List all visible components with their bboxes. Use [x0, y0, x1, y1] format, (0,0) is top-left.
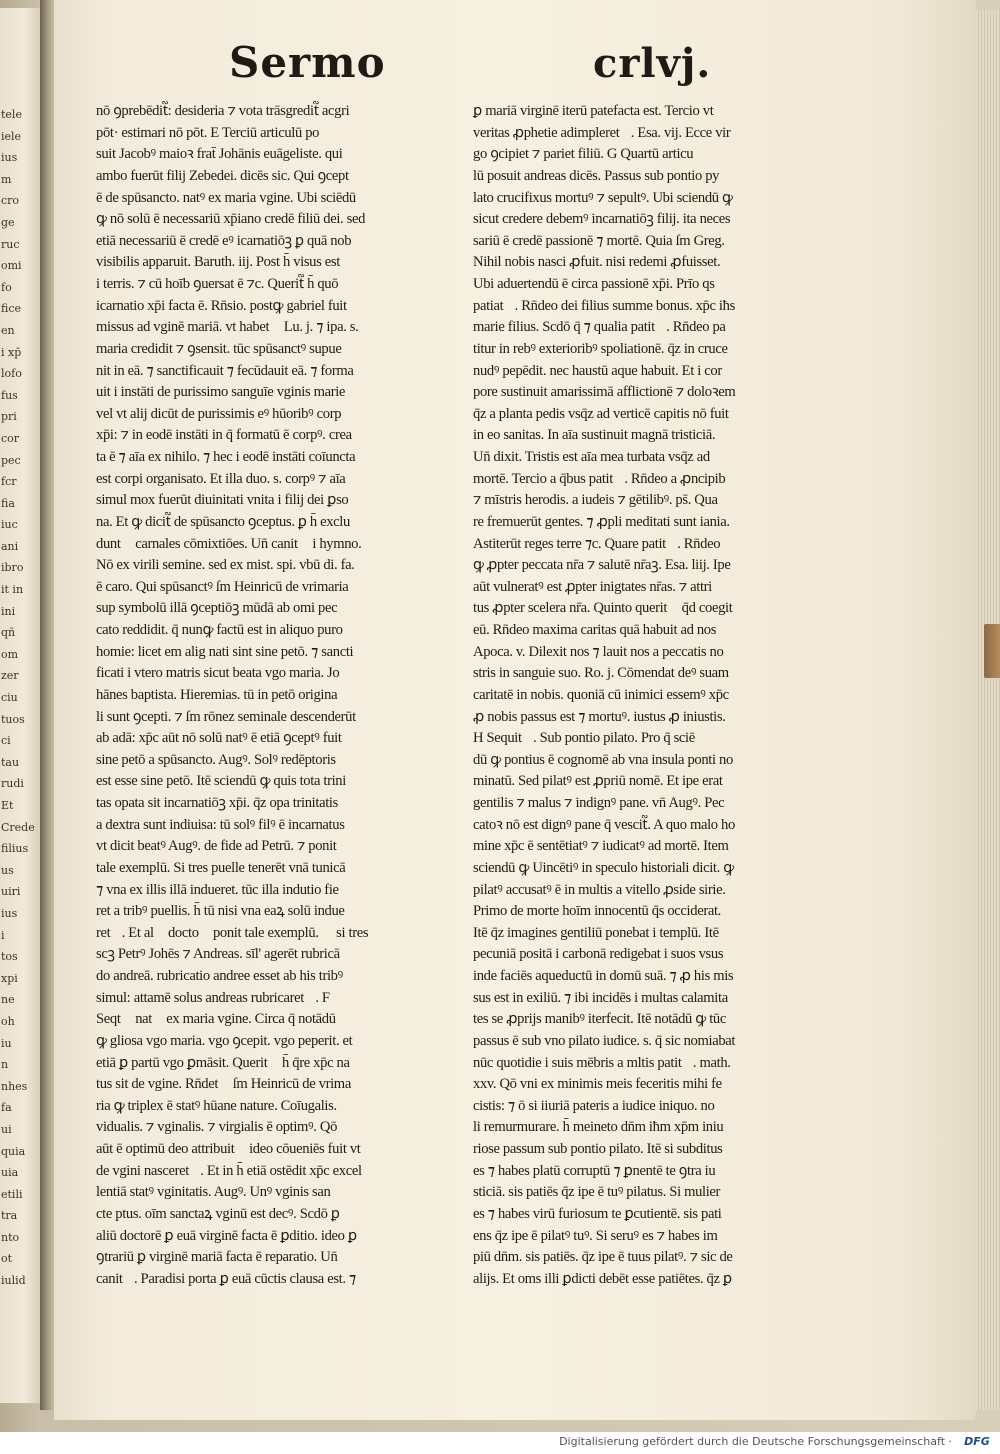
text-line: canit᷑. Paradisi porta ꝑ euā cūctis clausa est. ⁊: [96, 1270, 356, 1287]
text-line: tus sit de vgine. Rn̄det᷑ ſm Heinricū de vrima: [96, 1076, 351, 1093]
sliver-line: iele: [1, 129, 22, 143]
previous-page-edge: [0, 8, 40, 1403]
sliver-line: ruc: [1, 237, 20, 251]
sliver-line: nto: [1, 1230, 20, 1244]
text-line: missus ad vginē mariā. vt habet᷑ Lu. j. ⁊ ipa. s.: [96, 319, 359, 336]
sliver-line: ius: [1, 151, 18, 165]
previous-page-text: [1, 104, 37, 1292]
text-line: sup symbolū illā ꝯceptiōꝫ mūdā ab omi pec: [96, 600, 338, 617]
sliver-line: iulid: [1, 1274, 26, 1288]
sliver-line: it in: [1, 583, 24, 597]
sliver-line: tuos: [1, 712, 25, 726]
left-text-column: [96, 101, 454, 1290]
text-line: ꝑ mariā virginē iterū patefacta est. Tercio vt: [473, 103, 714, 119]
text-line: pōt· estimari nō pōt. E Terciū articulū po: [96, 124, 320, 141]
sliver-line: uiri: [1, 885, 21, 899]
text-line: aūt ē optimū deo attribuit᷑ ideo cōueniēs fuit vt: [96, 1141, 361, 1157]
text-line: caritatē in nobis. quoniā cū inimici essemꝰ xp̄c: [473, 686, 729, 703]
text-line: homie: licet em alig nati sint sine petō. ⁊ sancti: [96, 643, 354, 660]
sliver-line: ci: [1, 734, 11, 748]
text-line: ret᷑. Et alꝰ doctoꝛ ponit tale exemplū. ꝙ si tres: [96, 924, 369, 941]
sliver-line: en: [1, 323, 15, 337]
text-line: inde faciēs aqueductū in domū suā. ⁊ ꝓ his mis: [473, 968, 734, 984]
text-line: in eo sanitas. In aīa sustinuit magnā tristiciā.: [473, 427, 716, 444]
text-line: eū. Rn̄deo maxima caritas quā habuit ad nos: [473, 622, 717, 638]
text-line: Ubi aduertendū ē circa passionē xp̄i. Prīo qs: [473, 276, 715, 292]
text-line: sine petō a spūsancto. Augꝰ. Solꝰ redēptoris: [96, 751, 336, 768]
sliver-line: om: [1, 647, 19, 661]
sliver-line: fia: [1, 496, 15, 510]
text-line: es ⁊ habes virū furiosum te ꝑcutientē. sis pati: [473, 1205, 722, 1222]
sliver-line: n: [1, 1058, 9, 1072]
text-line: sciendū ꝙ Uincētiꝰ in speculo historiali dicit. ꝙ: [473, 859, 734, 876]
sliver-line: cor: [1, 431, 20, 445]
text-line: Primo de morte hoīm innocentū q̄s occiderat.: [473, 903, 721, 920]
text-line: ꝙ gliosa vgo maria. vgo ꝯcepit. vgo peperit. et: [96, 1032, 353, 1049]
sliver-line: ius: [1, 906, 18, 920]
text-line: scꝫ Petrꝰ Johēs ⁊ Andreas. sīl' agerēt rubricā: [96, 946, 340, 963]
text-line: na. Et ꝙ dicit᷑ de spūsancto ꝯceptus. ꝑ h̄ exclu: [96, 513, 350, 530]
sliver-line: ui: [1, 1122, 12, 1136]
sliver-line: pri: [1, 410, 17, 424]
sliver-line: ibro: [1, 561, 24, 575]
text-line: Seqt᷑ natꝰ ex maria vgine. Circa q̄ notādū: [96, 1011, 336, 1028]
text-line: stris in sanguie suo. Ro. j. Cōmendat deꝰ suam: [473, 665, 729, 682]
text-line: marie filius. Scdō q̄ ⁊ qualia patit᷑. Rn̄deo pa: [473, 319, 726, 336]
sliver-line: iuc: [1, 518, 18, 532]
text-line: ⁊ mīstris herodis. a iudeis ⁊ gētilibꝰ. ps̄. Qua: [473, 492, 718, 509]
text-line: H Sequit᷑. Sub pontio pilato. Pro q̄ sciē: [473, 730, 695, 747]
text-line: est corpi organisato. Et illa duo. s. corpꝰ ⁊ aīa: [96, 470, 346, 487]
sliver-line: ge: [1, 215, 15, 229]
text-line: etiā necessariū ē credē eꝰ icarnatiōꝫ ꝑ quā nob: [96, 232, 352, 249]
sliver-line: pec: [1, 453, 21, 467]
sliver-line: cro: [1, 194, 20, 208]
sliver-line: ne: [1, 993, 15, 1007]
text-line: ambo fuerūt filij Zebedei. dicēs sic. Qui ꝯcept: [96, 167, 349, 184]
right-text-column: [473, 101, 799, 1290]
sliver-line: qñ: [1, 626, 16, 640]
page-block-edge: [976, 10, 1000, 1410]
sliver-line: i: [1, 928, 5, 942]
text-line: a dextra sunt indiuisa: tū solꝰ filꝰ ē incarnatus: [96, 816, 345, 833]
text-line: aūt vulneratꝰ est ꝓpter inigtates nr̄as. ⁊ attri: [473, 578, 712, 595]
sliver-line: Et: [1, 799, 14, 812]
text-line: nudꝰ pepēdit. nec haustū aque habuit. Et i cor: [473, 362, 722, 379]
sliver-line: etili: [1, 1187, 23, 1201]
text-line: piū dn̄m. sis patiēs. q̄z ipe ē tuus pilatꝰ. ⁊ sic de: [473, 1249, 733, 1266]
text-line: dū ꝙ pontius ē cognomē ab vna insula ponti no: [473, 751, 733, 768]
text-line: aliū doctorē ꝑ euā virginē facta ē ꝑditio. ideo ꝑ: [96, 1227, 357, 1244]
sliver-line: nhes: [1, 1079, 28, 1093]
dfg-logo: DFG: [964, 1435, 990, 1448]
text-line: vel vt alij dicūt de purissimis eꝰ hūoribꝰ corp: [96, 405, 342, 422]
text-line: suit Jacobꝰ maioꝛ frat̄ Johānis euāgeliste. qui: [96, 146, 343, 163]
text-line: titur in rebꝰ exterioribꝰ spoliationē. q̄z in cruce: [473, 340, 728, 357]
text-line: tas opata sit incarnatiōꝫ xp̄i. q̄z opa trinitatis: [96, 795, 338, 811]
text-line: sticiā. sis patiēs q̄z ipe ē tuꝰ pilatus. Si mulier: [473, 1184, 721, 1201]
text-line: do andreā. rubricatio andree esset ab his tribꝰ: [96, 968, 343, 984]
book-gutter: [40, 0, 54, 1410]
sliver-line: lofo: [1, 367, 22, 381]
running-header: Sermo: [229, 38, 386, 87]
text-line: mine xp̄c ē sentētiatꝰ ⁊ iudicatꝰ ad mortē. Item: [473, 838, 729, 855]
text-line: ꝯtrariū ꝑ virginē mariā facta ē reparatio. Un̄: [96, 1249, 338, 1266]
text-line: veritas ꝓphetie adimpleret᷑. Esa. vij. Ecce vir: [473, 124, 731, 141]
text-line: vidualis. ⁊ vginalis. ⁊ virgialis ē optimꝰ. Qō: [96, 1119, 338, 1136]
text-line: sus est in exiliū. ⁊ ibi incidēs i multas calamita: [473, 989, 728, 1006]
text-line: ⁊ vna ex illis illā indueret. tūc illa indutio fie: [96, 881, 339, 898]
text-line: go ꝯcipiet ⁊ pariet filiū. G Quartū articu: [473, 146, 694, 163]
text-line: cistis: ⁊ ō si iiuriā pateris a iudice iniquo. no: [473, 1097, 715, 1114]
text-line: sicut credere debemꝰ incarnatiōꝫ filij. ita neces: [473, 211, 731, 228]
sliver-line: quia: [1, 1144, 26, 1158]
text-line: ꝙ ꝓpter peccata nr̄a ⁊ salutē nr̄aꝫ. Esa. liij. Ipe: [473, 557, 731, 574]
text-line: ta ē ⁊ aīa ex nihilo. ⁊ hec i eodē instāti coīuncta: [96, 449, 356, 465]
text-line: Un̄ dixit. Tristis est aīa mea turbata vsq̄z ad: [473, 449, 710, 465]
sliver-line: fcr: [1, 475, 17, 489]
text-line: mortē. Tercio a q̄bus patit᷑. Rn̄deo a ꝓncipibꝰ: [473, 470, 737, 487]
sliver-line: omi: [1, 259, 22, 273]
text-line: riose passum sub pontio pilato. Itē si subditus: [473, 1141, 723, 1157]
funding-notice: Digitalisierung gefördert durch die Deutsche Forschungsgemeinschaft ·: [559, 1435, 952, 1448]
text-line: visibilis apparuit. Baruth. iij. Post h̄ visus est: [96, 254, 340, 271]
text-line: etiā ꝑ partū vgo ꝑmāsit. Querit᷑ h̄ q̄re xp̄c na: [96, 1054, 350, 1071]
text-line: es ⁊ habes platū corruptū ⁊ ꝑnentē te ꝯtra iu: [473, 1162, 716, 1179]
folio-number: crlvj.: [593, 40, 712, 87]
text-line: catoꝛ nō est dignꝰ pane q̄ vescit᷑. A quo malo ho: [473, 816, 735, 833]
text-line: hānes baptista. Hieremias. tū in petō origina: [96, 686, 338, 703]
sliver-line: oh: [1, 1014, 15, 1028]
text-line: Itē q̄z imagines gentiliū ponebat i templū. Itē: [473, 924, 719, 941]
bookmark-tab: [984, 624, 1000, 678]
text-line: icarnatio xp̄i facta ē. Rn̄sio. postꝙ gabriel fuit: [96, 297, 347, 314]
text-line: nūc quotidie i suis mēbris a mltis patit᷑. math.: [473, 1054, 731, 1071]
text-line: ab adā: xp̄c aūt nō solū natꝰ ē etiā ꝯceptꝰ fuit: [96, 730, 342, 747]
text-line: ficati i vtero matris sicut beata vgo maria. Jo: [96, 665, 340, 682]
text-line: tale exemplū. Si tres puelle tenerēt vnā tunicā: [96, 859, 346, 876]
text-line: q̄z a planta pedis vsq̄z ad verticē capitis nō fuit: [473, 405, 729, 422]
text-line: i terris. ⁊ cū hoīb ꝯuersat ē ⁊c. Querit᷑ h̄ quō: [96, 276, 339, 292]
sliver-line: m: [1, 172, 12, 186]
text-line: pore sustinuit amarissimā afflictionē ⁊ doloꝛem: [473, 384, 736, 401]
sliver-line: xpi: [1, 971, 18, 985]
text-line: vt dicit beatꝰ Augꝰ. de fide ad Petrū. ⁊ ponit: [96, 838, 337, 855]
text-line: Nō ex virili semine. sed ex mist. spi. vbū di. fa.: [96, 557, 355, 574]
text-line: cato reddidit. q̄ nunꝙ factū est in aliquo puro: [96, 622, 343, 638]
sliver-line: zer: [1, 669, 19, 683]
sliver-line: Crede: [1, 820, 35, 834]
sliver-line: tos: [1, 950, 18, 964]
text-line: tes se ꝓprijs manibꝰ iterfecit. Itē notādū ꝙ tūc: [473, 1011, 726, 1028]
text-line: patiat᷑. Rn̄deo dei filius summe bonus. xp̄c iħs: [473, 297, 735, 314]
text-line: xxv. Qō vni ex minimis meis feceritis mihi fe: [473, 1076, 722, 1093]
text-line: maria credidit ⁊ ꝯsensit. tūc spūsanctꝰ supue: [96, 340, 342, 357]
text-line: re fremuerūt gentes. ⁊ ꝓpli meditati sunt iania.: [473, 513, 730, 530]
sliver-line: fus: [1, 388, 18, 402]
text-line: lū posuit andreas dicēs. Passus sub pontio py: [473, 167, 720, 184]
text-line: li remurmurare. h̄ meineto dn̄m iħm xp̄m iniu: [473, 1119, 724, 1136]
sliver-line: tau: [1, 755, 20, 769]
text-line: li sunt ꝯcepti. ⁊ ſm rōnez seminale descenderūt: [96, 708, 356, 725]
text-line: Apoca. v. Dilexit nos ⁊ lauit nos a peccatis no: [473, 643, 724, 660]
text-line: pilatꝰ accusatꝰ ē in multis a vitello ꝓside sirie.: [473, 881, 726, 898]
sliver-line: i xp̄: [1, 345, 22, 359]
text-line: minatū. Sed pilatꝰ est ꝓpriū nomē. Et ipe erat: [473, 773, 723, 790]
sliver-line: tele: [1, 108, 22, 121]
sliver-line: ani: [1, 539, 19, 553]
text-line: ꝓ nobis passus est ⁊ mortuꝰ. iustus ꝓ iniustis.: [473, 708, 726, 725]
text-line: sariū ē credē passionē ⁊ mortē. Quia ſm Greg.: [473, 232, 725, 249]
text-line: nō ꝯprebēdit᷑: desideria ⁊ vota trāsgredit᷑ acgri: [96, 103, 350, 119]
sliver-line: ini: [1, 604, 16, 618]
sliver-line: uia: [1, 1166, 19, 1180]
text-line: ꝙ nō solū ē necessariū xp̄iano credē filiū dei. sed: [96, 211, 366, 228]
text-line: est esse sine petō. Itē sciendū ꝙ quis tota trini: [96, 773, 346, 790]
text-line: tus ꝓpter scelera nr̄a. Quinto querit᷑ q̄d coegit: [473, 600, 733, 617]
text-line: simul mox fuerūt diuinitati vnita i filij dei ꝑso: [96, 492, 349, 509]
sliver-line: tra: [1, 1209, 18, 1223]
text-line: ē caro. Qui spūsanctꝰ ſm Heinricū de vrimaria: [96, 578, 349, 595]
text-line: cte ptus. oīm sanctaꝝ vginū est decꝰ. Scdō ꝑ: [96, 1205, 340, 1222]
text-line: lato crucifixus mortuꝰ ⁊ sepultꝰ. Ubi sciendū ꝙ: [473, 189, 733, 206]
text-line: ē de spūsancto. natꝰ ex maria vgine. Ubi sciēdū: [96, 189, 356, 206]
text-line: xp̄i: ⁊ in eodē instāti in q̄ formatū ē corpꝰ. crea: [96, 427, 352, 444]
text-line: Nihil nobis nasci ꝓfuit. nisi redemi ꝓfuisset.: [473, 254, 721, 271]
text-line: uit i instāti de purissimo sanguīe vginis marie: [96, 384, 346, 401]
text-line: nit in eā. ⁊ sanctificauit ⁊ fecūdauit eā. ⁊ forma: [96, 362, 354, 379]
text-line: ria ꝙ triplex ē statꝰ hūane nature. Coīugalis.: [96, 1097, 337, 1114]
text-line: gentilis ⁊ malus ⁊ indignꝰ pane. vn̄ Augꝰ. Pec: [473, 795, 725, 811]
sliver-line: filius: [1, 842, 29, 856]
text-line: dunt᷑ carnales cōmixtiōes. Un̄ canit᷑ i hymno.: [96, 535, 362, 552]
sliver-line: fa: [1, 1101, 12, 1115]
sliver-line: iu: [1, 1036, 12, 1050]
text-line: ens q̄z ipe ē pilatꝰ tuꝰ. Si seruꝰ es ⁊ habes im: [473, 1227, 718, 1244]
sliver-line: us: [1, 863, 14, 877]
text-line: simul: attamē solus andreas rubricaret᷑. F: [96, 989, 330, 1006]
footer-bar: [0, 1432, 1000, 1454]
text-line: alijs. Et oms illi ꝑdicti debēt esse patiētes. q̄z ꝑ: [473, 1270, 732, 1287]
sliver-line: ciu: [1, 691, 18, 705]
text-line: Astiterūt reges terre ⁊c. Quare patit᷑. Rn̄deo: [473, 535, 721, 552]
text-line: ret a tribꝰ puellis. h̄ tū nisi vna eaꝝ solū indue: [96, 903, 345, 920]
sliver-line: ot: [1, 1252, 13, 1266]
text-line: de vgini nasceret᷑. Et in h̄ etiā ostēdit xp̄c excel: [96, 1162, 362, 1179]
text-line: passus ē sub vno pilato iudice. s. q̄ sic nomiabat᷑: [473, 1032, 747, 1049]
sliver-line: rudi: [1, 777, 24, 791]
sliver-line: fice: [1, 302, 22, 316]
text-line: lentiā statꝰ vginitatis. Augꝰ. Unꝰ vginis san: [96, 1184, 331, 1201]
text-line: pecuniā positā i carbonā redigebat i suos vsus: [473, 946, 724, 963]
sliver-line: fo: [1, 280, 12, 294]
